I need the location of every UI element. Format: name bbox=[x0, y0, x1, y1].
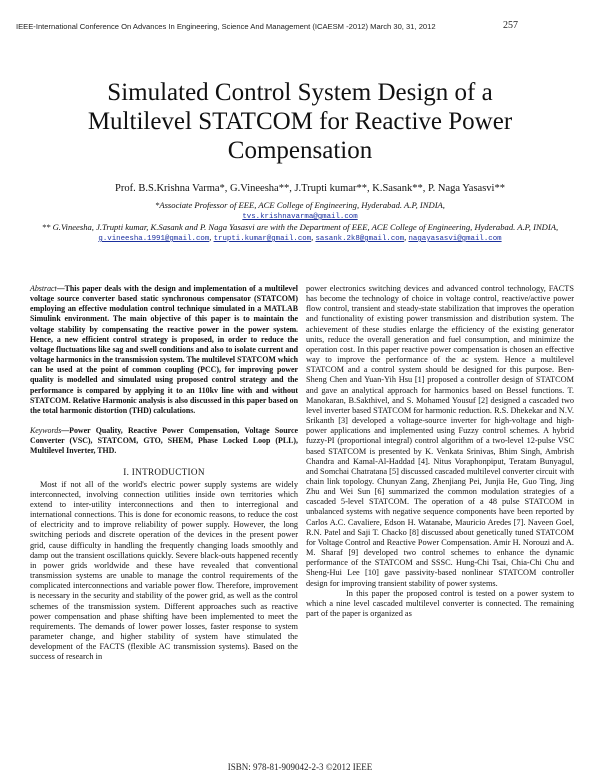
affiliation-primary bbox=[20, 200, 580, 222]
abstract-body: —This paper deals with the design and implementation of a multilevel voltage source converter based static synchronous compensator (STATCOM) employing an effective modulation control technique simulated in a MATLAB Simulink environment. The main objective of this paper is to maintain the voltage stability by compensating the reactive power in the power system. Hence, a new efficient control strategy is proposed, in order to reduce the voltage fluctuations like sag and swell conditions and also to isolate current and voltage harmonics in the transmission system. The multilevel STATCOM which can be used at the point of common coupling (PCC), for improving power quality is modelled and simulated using proposed control strategy and the performance is compared by applying it to an 110kv line with and without STATCOM. Relative Harmonic analysis is also discussed in this paper based on the total harmonic distortion (THD) calculations. bbox=[30, 284, 298, 415]
email-link-5[interactable]: nagayasasvi@gmail.com bbox=[408, 235, 502, 243]
email-link-3[interactable]: trupti.kumar@gmail.com bbox=[213, 235, 312, 243]
affiliation-primary-text: *Associate Professor of EEE, ACE College of Engineering, Hyderabad. A.P, INDIA, bbox=[155, 200, 445, 210]
affiliation-secondary: ** G.Vineesha, J.Trupti kumar, K.Sasank and P. Naga Yasasvi are with the Department of EEE, ACE College of Engineering, Hyderabad. A.P, INDIA, g.vineesha.1991@gmail.com, trupti.kumar@gmail.com, sasank.2k8@gmail.com, nagayasasvi@gmail.com bbox=[41, 222, 559, 243]
isbn-footer: ISBN: 978-81-909042-2-3 ©2012 IEEE bbox=[227, 762, 373, 772]
running-header: IEEE-International Conference On Advances In Engineering, Science And Management (ICAESM -2012) March 30, 31, 2012 bbox=[16, 22, 436, 31]
left-column bbox=[30, 284, 298, 662]
section-heading-introduction: I. INTRODUCTION bbox=[123, 466, 205, 477]
abstract-label: Abstract bbox=[30, 284, 57, 293]
page-number: 257 bbox=[503, 20, 518, 31]
email-link-1[interactable]: tvs.krishnavarma@gmail.com bbox=[242, 213, 358, 221]
intro-paragraph-right: power electronics switching devices and advanced control technology, FACTS has become the technology of choice in voltage control, reactive/active power flow control, transient and steady-state stabilization that improves the operation and functionality of existing power transmission and distribution system. The achievement of these studies enlarge the efficiency of the existing generator units, reduce the overall generation and fuel consumption, and minimize the operation cost. In this paper reactive power compensation is chosen an effective way to improve the performance of the ac system. Hence a multilevel STATCOM and a control system should be designed for this purpose. Ben-Sheng Chen and Yuan-Yih Hsu [1] proposed a controller design of STATCOM and gave an analytical approach for harmonics based on Bessel functions. T. Manokaran, B.Sakthivel, and S. Mohamed Yousuf [2] designed a cascaded two level inverter based STATCOM for harmonic reduction. R.S. Dhekekar and N.V. Srikanth [3] developed a voltage-source inverter for high-voltage and high-power applications and implemented using Fuzzy control schemes. A hybrid fuzzy-PI (proportional integral) control algorithm of a two-level 12-pulse VSC based STATCOM is presented by K. Venkata Srinivas, Bhim Singh, Ambrish Chandra and Kamal-Al-Haddad [4]. Nitus Voraphonpiput, Teratam Bunyagul, and Somchai Chatratana [5] discussed cascaded multilevel converter circuit with chain link topology. Chunyan Zang, Zhenjiang Pei, Junjia He, Guo Ting, Jing Zhu and Wei Sun [6] summarized the common modulation strategies of a cascaded 5-level STATCOM. The operation of a 48 pulse STATCOM in unbalanced systems with negative sequence components have been reported by Carlos A.C. Cavaliere, Edson H. Watanabe, Mauricio Aredes [7]. Naveen Goel, R.N. Patel and Saji T. Chacko [8] discussed about genetically tuned STATCOM for Voltage Control and Reactive Power Compensation. Amir H. Norouzi and A. M. Sharaf [9] developed two control schemes to enhance the dynamic performance of the STATCOM and SSSC. Hung-Chi Tsai, Chia-Chi Chu and Sheng-Hui Lee [10] gave passivity-based nonlinear STATCOM controller design for improving transient stability of power systems. bbox=[306, 284, 574, 588]
intro-paragraph-left: Most if not all of the world's electric power supply systems are widely interconnected, involving connection utilities inside own territories which extend to inter-utility interconnections and then to interregional and international connections. This is done for economic reasons, to reduce the cost of electricity and to improve reliability of power supply. However, the long switching periods and discrete operation of the devices in the present power grid, cause difficulty in handling the frequently changing loads smoothly and damp out the transient oscillations quickly. Severe black-outs happened recently in power grids worldwide and these have revealed that conventional transmission systems are unable to manage the control requirements of the complicated interconnections and variable power flow. Therefore, improvement is necessary in the security and stability of the power grid, as well as the control schemes of the transmission system. Different approaches such as reactive power compensation and phase shifting have been implemented to meet the requirements. The demands of lower power losses, faster response to system parameter change, and higher stability of system have stimulated the development of the FACTS (flexible AC transmission systems). Based on the success of research in bbox=[30, 479, 298, 662]
keywords-body: —Power Quality, Reactive Power Compensation, Voltage Source Converter (VSC), STATCOM, GTO, SHEM, Phase Locked Loop (PLL), Multilevel Inverter, THD. bbox=[30, 426, 298, 456]
email-link-2[interactable]: g.vineesha.1991@gmail.com bbox=[98, 235, 210, 243]
email-link-4[interactable]: sasank.2k8@gmail.com bbox=[315, 235, 405, 243]
author-list: Prof. B.S.Krishna Varma*, G.Vineesha**, J.Trupti kumar**, K.Sasank**, P. Naga Yasasvi** bbox=[115, 183, 505, 194]
keywords bbox=[30, 426, 298, 456]
right-column bbox=[306, 284, 574, 619]
keywords-label: Keywords bbox=[30, 426, 62, 436]
paper-title: Simulated Control System Design of a Multilevel STATCOM for Reactive Power Compensation bbox=[87, 79, 513, 164]
abstract bbox=[30, 284, 298, 416]
affiliation-secondary-text: ** G.Vineesha, J.Trupti kumar, K.Sasank and P. Naga Yasasvi are with the Department of EEE, ACE College of Engineering, Hyderabad. A.P, INDIA, bbox=[41, 222, 559, 232]
intro-paragraph-right-2: In this paper the proposed control is tested on a power system to which a nine level cascaded multilevel converter is connected. The remaining part of the paper is organized as bbox=[306, 588, 574, 618]
